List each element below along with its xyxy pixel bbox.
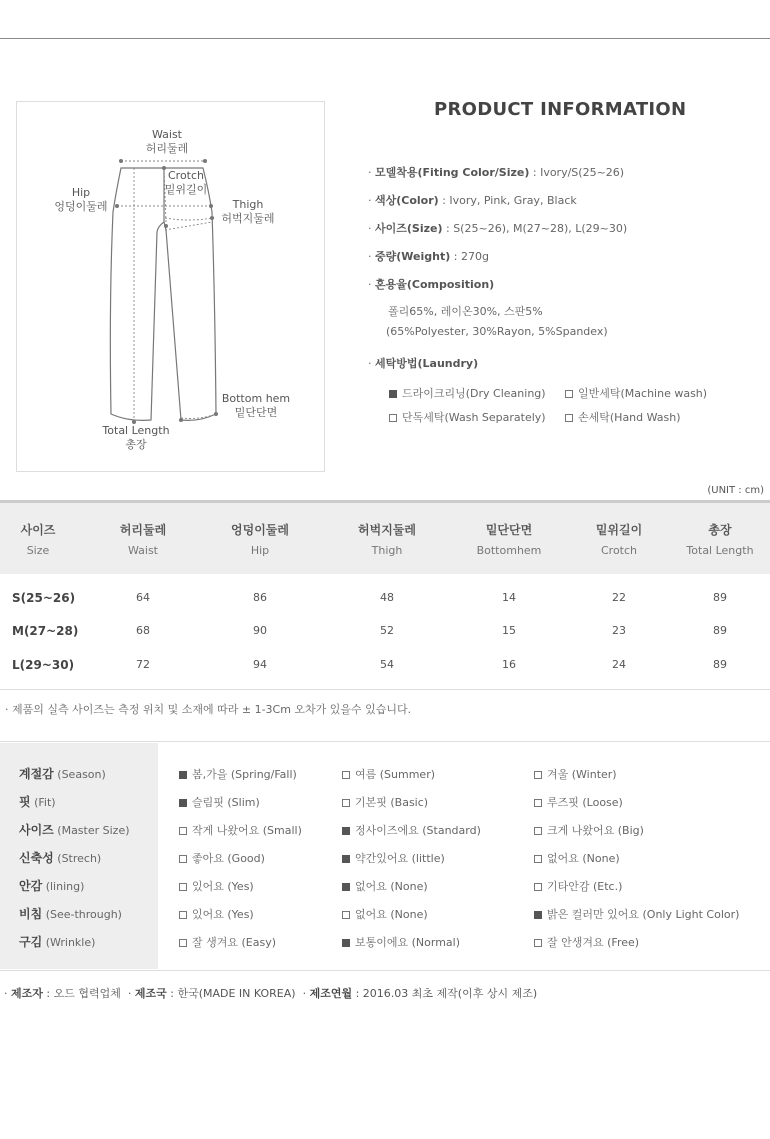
checkbox xyxy=(179,827,187,835)
cell-waist: 68 xyxy=(136,624,150,637)
option-label: 약간있어요 (little) xyxy=(355,852,445,865)
waist-kr: 허리둘레 xyxy=(145,142,189,155)
property-key-kr: 신축성 xyxy=(19,851,54,865)
header-kr: 허벅지둘레 xyxy=(358,523,416,537)
waist-label xyxy=(139,128,195,156)
checkbox xyxy=(179,883,187,891)
property-option xyxy=(534,822,644,838)
property-option xyxy=(534,766,617,782)
header-thigh xyxy=(337,521,437,557)
size-row: · 사이즈(Size) : S(25~26), M(27~28), L(29~30) xyxy=(368,222,628,235)
properties-divider xyxy=(0,970,770,971)
property-key-en: (Fit) xyxy=(34,796,56,809)
property-option xyxy=(179,878,254,894)
hem-en: Bottom hem xyxy=(221,392,291,405)
cell-size: S(25~26) xyxy=(12,591,76,605)
header-en: Waist xyxy=(127,544,158,557)
laundry-label: 세탁방법(Laundry) xyxy=(375,357,479,370)
checkbox xyxy=(534,939,542,947)
checkbox xyxy=(565,414,573,422)
cell-size: M(27~28) xyxy=(12,624,79,638)
laundry-option xyxy=(565,409,681,425)
option-label: 기타안감 (Etc.) xyxy=(547,880,623,893)
checkbox xyxy=(179,771,187,779)
property-key-en: (lining) xyxy=(45,880,85,893)
option-label: 없어요 (None) xyxy=(355,908,428,921)
property-option xyxy=(342,850,445,866)
property-key-en: (Wrinkle) xyxy=(45,936,96,949)
checkbox xyxy=(342,855,350,863)
composition-line2: (65%Polyester, 30%Rayon, 5%Spandex) xyxy=(386,325,608,338)
size-value: S(25~26), M(27~28), L(29~30) xyxy=(453,222,628,235)
property-key-kr: 사이즈 xyxy=(19,823,54,837)
cell-bottomhem: 15 xyxy=(502,624,516,637)
laundry-option-label: 단독세탁(Wash Separately) xyxy=(402,411,546,424)
property-option xyxy=(179,934,276,950)
country-value: 한국(MADE IN KOREA) xyxy=(177,987,296,1000)
checkbox xyxy=(342,827,350,835)
checkbox xyxy=(342,771,350,779)
property-key-kr: 핏 xyxy=(19,795,31,809)
cell-hip: 94 xyxy=(253,658,267,671)
property-key-kr: 비침 xyxy=(19,907,43,921)
cell-thigh: 54 xyxy=(380,658,394,671)
bullet: · xyxy=(368,166,372,179)
header-kr: 밑단단면 xyxy=(485,523,533,537)
bullet: · xyxy=(368,278,372,291)
header-bottomhem xyxy=(459,521,559,557)
property-option xyxy=(179,766,297,782)
model-value: Ivory/S(25~26) xyxy=(540,166,625,179)
cell-total-length: 89 xyxy=(713,624,727,637)
property-option xyxy=(534,934,639,950)
bullet: · xyxy=(368,222,372,235)
property-option xyxy=(179,822,302,838)
crotch-en: Crotch xyxy=(167,169,205,182)
checkbox xyxy=(534,883,542,891)
checkbox xyxy=(534,827,542,835)
property-key xyxy=(19,765,106,782)
size-note: · 제품의 실측 사이즈는 측정 위치 및 소재에 따라 ± 1-3Cm 오차가 있을수 있습니다. xyxy=(5,703,412,716)
option-label: 슬림핏 (Slim) xyxy=(192,796,260,809)
weight-value: 270g xyxy=(460,250,489,263)
header-kr: 허리둘레 xyxy=(119,523,167,537)
cell-bottomhem: 16 xyxy=(502,658,516,671)
crotch-kr: 밑위길이 xyxy=(164,183,208,196)
option-label: 봄,가을 (Spring/Fall) xyxy=(192,768,297,781)
maker-label: 제조자 xyxy=(11,987,43,1000)
hip-kr: 엉덩이둘레 xyxy=(54,200,108,213)
property-key-kr: 구김 xyxy=(19,935,43,949)
header-en: Bottomhem xyxy=(476,544,542,557)
laundry-option xyxy=(389,385,546,401)
header-en: Crotch xyxy=(600,544,638,557)
date-value: 2016.03 최초 제작(이후 상시 제조) xyxy=(362,987,538,1000)
cell-waist: 64 xyxy=(136,591,150,604)
option-label: 보통이에요 (Normal) xyxy=(355,936,461,949)
option-label: 여름 (Summer) xyxy=(355,768,436,781)
cell-bottomhem: 14 xyxy=(502,591,516,604)
cell-thigh: 48 xyxy=(380,591,394,604)
property-key xyxy=(19,877,84,894)
option-label: 좋아요 (Good) xyxy=(192,852,265,865)
header-hip xyxy=(210,521,310,557)
thigh-kr: 허벅지둘레 xyxy=(221,212,275,225)
hem-kr: 밑단단면 xyxy=(234,406,278,419)
bullet: · xyxy=(368,357,372,370)
header-en: Total Length xyxy=(686,544,754,557)
option-label: 있어요 (Yes) xyxy=(192,908,254,921)
option-label: 잘 안생겨요 (Free) xyxy=(547,936,640,949)
laundry-row xyxy=(368,355,478,371)
bullet: · xyxy=(368,250,372,263)
composition-row xyxy=(368,276,494,292)
option-label: 겨울 (Winter) xyxy=(547,768,617,781)
color-value: Ivory, Pink, Gray, Black xyxy=(449,194,577,207)
property-option xyxy=(342,766,435,782)
model-row: · 모델착용(Fiting Color/Size) : Ivory/S(25~26) xyxy=(368,166,625,179)
thigh-en: Thigh xyxy=(232,198,264,211)
unit-label: (UNIT : cm) xyxy=(707,485,764,496)
header-en: Hip xyxy=(250,544,270,557)
property-option xyxy=(342,794,428,810)
length-kr: 총장 xyxy=(125,438,147,451)
checkbox xyxy=(342,939,350,947)
laundry-option xyxy=(389,409,546,425)
checkbox xyxy=(565,390,573,398)
option-label: 밝은 컬러만 있어요 (Only Light Color) xyxy=(547,908,740,921)
property-option xyxy=(179,850,265,866)
property-option xyxy=(342,934,460,950)
property-key xyxy=(19,849,101,866)
property-key xyxy=(19,821,130,838)
product-info-title: PRODUCT INFORMATION xyxy=(434,99,687,120)
checkbox xyxy=(179,939,187,947)
size-label: 사이즈(Size) xyxy=(375,222,443,235)
property-key xyxy=(19,905,122,922)
cell-waist: 72 xyxy=(136,658,150,671)
total-length-label xyxy=(97,424,175,452)
cell-total-length: 89 xyxy=(713,591,727,604)
hip-label xyxy=(51,186,111,214)
header-kr: 사이즈 xyxy=(20,523,56,537)
property-option xyxy=(534,850,620,866)
length-en: Total Length xyxy=(102,424,170,437)
header-kr: 총장 xyxy=(708,523,732,537)
checkbox xyxy=(179,799,187,807)
top-divider xyxy=(0,38,770,39)
cell-crotch: 22 xyxy=(612,591,626,604)
color-label: 색상(Color) xyxy=(375,194,439,207)
header-en: Thigh xyxy=(371,544,403,557)
option-label: 없어요 (None) xyxy=(355,880,428,893)
thigh-label xyxy=(218,198,278,226)
checkbox xyxy=(179,911,187,919)
laundry-option-label: 손세탁(Hand Wash) xyxy=(578,411,681,424)
header-waist xyxy=(103,521,183,557)
property-key-en: (Master Size) xyxy=(57,824,130,837)
maker-value: 오드 협력업체 xyxy=(53,987,121,1000)
option-label: 크게 나왔어요 (Big) xyxy=(547,824,644,837)
checkbox xyxy=(389,390,397,398)
header-kr: 엉덩이둘레 xyxy=(231,523,289,537)
option-label: 없어요 (None) xyxy=(547,852,620,865)
table-divider xyxy=(0,689,770,690)
weight-label: 중량(Weight) xyxy=(375,250,451,263)
checkbox xyxy=(179,855,187,863)
cell-total-length: 89 xyxy=(713,658,727,671)
composition-label: 혼용율(Composition) xyxy=(375,278,495,291)
property-option xyxy=(534,878,622,894)
laundry-option xyxy=(565,385,707,401)
property-option xyxy=(179,906,254,922)
property-key-en: (Strech) xyxy=(57,852,102,865)
option-label: 루즈핏 (Loose) xyxy=(547,796,623,809)
property-key xyxy=(19,933,95,950)
checkbox xyxy=(534,799,542,807)
manufacturer-info: · 제조자 : 오드 협력업체 · 제조국 : 한국(MADE IN KOREA) · 제조연월 : 2016.03 최초 제작(이후 상시 제조) xyxy=(4,987,538,1000)
laundry-option-label: 드라이크리닝(Dry Cleaning) xyxy=(402,387,546,400)
property-key-en: (See-through) xyxy=(45,908,122,921)
property-option xyxy=(342,822,481,838)
property-option xyxy=(534,906,739,922)
cell-hip: 90 xyxy=(253,624,267,637)
size-table-header xyxy=(0,500,770,574)
header-kr: 밑위길이 xyxy=(595,523,643,537)
pants-diagram-frame xyxy=(16,101,325,472)
checkbox xyxy=(534,855,542,863)
crotch-label xyxy=(163,169,209,197)
property-key-kr: 안감 xyxy=(19,879,43,893)
cell-hip: 86 xyxy=(253,591,267,604)
laundry-option-label: 일반세탁(Machine wash) xyxy=(578,387,708,400)
property-key xyxy=(19,793,56,810)
country-label: 제조국 xyxy=(134,987,167,1000)
hem-label xyxy=(220,392,292,420)
weight-row: · 중량(Weight) : 270g xyxy=(368,250,489,263)
cell-crotch: 24 xyxy=(612,658,626,671)
header-total-length xyxy=(680,521,760,557)
property-option xyxy=(179,794,260,810)
cell-size: L(29~30) xyxy=(12,658,75,672)
composition-line1: 폴리65%, 레이온30%, 스판5% xyxy=(388,305,543,318)
checkbox xyxy=(534,911,542,919)
checkbox xyxy=(342,883,350,891)
option-label: 정사이즈에요 (Standard) xyxy=(355,824,481,837)
bullet: · xyxy=(368,194,372,207)
hip-en: Hip xyxy=(71,186,91,199)
property-key-en: (Season) xyxy=(57,768,106,781)
color-row: · 색상(Color) : Ivory, Pink, Gray, Black xyxy=(368,194,577,207)
header-size xyxy=(0,521,76,557)
model-label: 모델착용(Fiting Color/Size) xyxy=(375,166,530,179)
date-label: 제조연월 xyxy=(309,987,353,1000)
property-option xyxy=(342,878,428,894)
checkbox xyxy=(342,799,350,807)
note-divider xyxy=(0,741,770,742)
header-crotch xyxy=(579,521,659,557)
property-option xyxy=(534,794,623,810)
checkbox xyxy=(389,414,397,422)
option-label: 작게 나왔어요 (Small) xyxy=(192,824,302,837)
cell-thigh: 52 xyxy=(380,624,394,637)
option-label: 잘 생겨요 (Easy) xyxy=(192,936,277,949)
checkbox xyxy=(534,771,542,779)
option-label: 기본핏 (Basic) xyxy=(355,796,429,809)
option-label: 있어요 (Yes) xyxy=(192,880,254,893)
property-key-kr: 계절감 xyxy=(19,767,54,781)
waist-en: Waist xyxy=(151,128,182,141)
header-en: Size xyxy=(26,544,50,557)
checkbox xyxy=(342,911,350,919)
property-option xyxy=(342,906,428,922)
cell-crotch: 23 xyxy=(612,624,626,637)
